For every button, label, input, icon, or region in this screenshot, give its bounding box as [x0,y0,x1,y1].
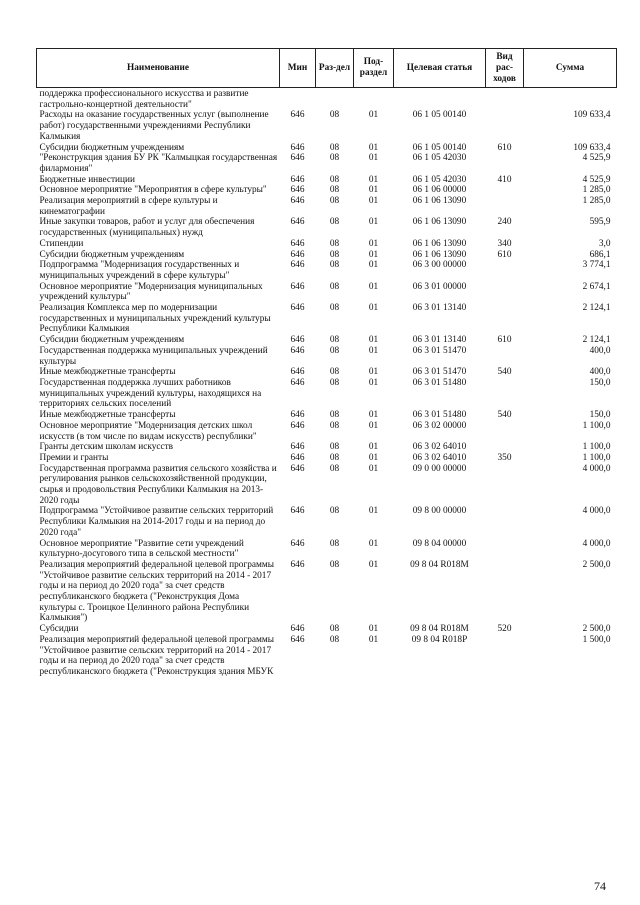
header-podrazdel: Под-раздел [354,49,394,88]
cell-razdel: 08 [329,377,340,388]
cell-summa: 2 124,1 [582,335,611,346]
cell-podrazdel: 01 [368,442,379,453]
cell-podrazdel: 01 [368,174,379,185]
cell-tselevaya-statya: 09 0 00 00000 [412,463,467,474]
cell-tselevaya-statya: 09 8 00 00000 [412,506,467,517]
cell-min [280,88,316,111]
cell-podrazdel: 01 [368,335,379,346]
cell-name: Иные межбюджетные трансферты [39,410,176,421]
header-min: Мин [280,49,316,88]
cell-razdel: 08 [329,559,340,570]
cell-vid-raskhodov: 610 [497,142,512,153]
cell-min: 646 [290,377,305,388]
cell-vid-raskhodov [486,421,524,442]
cell-vid-raskhodov [486,196,524,217]
cell-vid-raskhodov [486,282,524,303]
cell-name: Основное мероприятие "Модернизация муниципальных учреждений культуры" [39,281,263,303]
cell-razdel: 08 [329,260,340,271]
cell-tselevaya-statya: 06 3 01 00000 [412,281,467,292]
cell-name: Подпрограмма "Модернизация государственных и муниципальных учреждений в сфере культуры" [39,260,240,281]
cell-podrazdel: 01 [368,345,379,356]
cell-summa: 1 285,0 [582,185,611,196]
cell-razdel: 08 [329,506,340,517]
cell-summa: 686,1 [589,249,611,260]
cell-name: Реализация мероприятий в сфере культуры и кинематографии [39,196,218,217]
cell-summa: 3 774,1 [582,260,611,271]
cell-tselevaya-statya: 09 8 04 R018M [410,559,469,570]
header-razdel: Раз-дел [316,49,354,88]
cell-min: 646 [290,260,305,271]
cell-podrazdel: 01 [368,452,379,463]
table-row [37,153,617,174]
cell-vid-raskhodov: 410 [497,174,512,185]
cell-min: 646 [290,196,305,207]
cell-podrazdel: 01 [368,410,379,421]
cell-tselevaya-statya: 06 3 01 51480 [412,410,467,421]
cell-min: 646 [290,420,305,431]
cell-tselevaya-statya: 09 8 04 R018M [410,624,469,635]
cell-tselevaya-statya: 06 1 06 00000 [412,185,467,196]
table-body [37,88,617,678]
table-header [37,49,617,88]
cell-podrazdel: 01 [368,420,379,431]
cell-podrazdel: 01 [368,238,379,249]
table-row [37,378,617,410]
cell-name: Реализация мероприятий федеральной целевой программы "Устойчивое развитие сельских территорий на 2014 - 2017 годы и на период до 2020 года" за счет средств республиканского бюджета ("Реконструкция Дома культуры с. Троицкое Целинного района Республики Калмыкия") [39,559,275,624]
table-row [37,346,617,367]
cell-min: 646 [290,634,305,645]
cell-summa: 400,0 [589,367,611,378]
cell-vid-raskhodov: 540 [497,410,512,421]
cell-name: Государственная поддержка лучших работников муниципальных учреждений культуры, находящихся на территориях сельских поселений [39,377,262,410]
cell-vid-raskhodov [486,560,524,624]
table-row [37,464,617,507]
cell-razdel: 08 [329,185,340,196]
cell-min: 646 [290,110,305,121]
cell-vid-raskhodov: 350 [497,452,512,463]
table-row [37,560,617,624]
page-number: 74 [594,879,606,893]
cell-summa: 1 100,0 [582,452,611,463]
cell-summa: 3,0 [598,238,611,249]
cell-min: 646 [290,249,305,260]
cell-min: 646 [290,153,305,164]
cell-min: 646 [290,281,305,292]
header-summa: Сумма [524,49,617,88]
cell-vid-raskhodov [486,110,524,142]
cell-tselevaya-statya: 06 1 05 00140 [412,110,467,121]
cell-tselevaya-statya: 06 3 00 00000 [412,260,467,271]
table-row [37,282,617,303]
cell-summa: 150,0 [589,377,611,388]
cell-summa: 1 285,0 [582,196,611,207]
cell-min: 646 [290,506,305,517]
cell-summa: 109 633,4 [573,142,611,153]
cell-name: Государственная программа развития сельского хозяйства и регулирования рынков сельскохозяйственной продукции, сырья и продовольствия Республики Калмыкия на 2013-2020 годы [39,463,277,506]
cell-vid-raskhodov: 520 [497,624,512,635]
cell-min: 646 [290,174,305,185]
header-vid-raskhodov: Вид рас-ходов [486,49,524,88]
cell-razdel: 08 [329,217,340,228]
cell-tselevaya-statya: 06 3 01 13140 [412,303,467,314]
cell-vid-raskhodov [486,153,524,174]
cell-name: Основное мероприятие "Модернизация детских школ искусств (в том числе по видам искусств) республики" [39,420,257,442]
table-row [37,335,617,346]
cell-tselevaya-statya: 06 1 06 13090 [412,217,467,228]
header-tselevaya-statya: Целевая статья [394,49,486,88]
table-row [37,185,617,196]
cell-name: Субсидии бюджетным учреждениям [39,335,185,346]
cell-razdel: 08 [329,463,340,474]
cell-name: Основное мероприятие "Мероприятия в сфере культуры" [39,185,267,196]
cell-vid-raskhodov [486,464,524,507]
header-name: Наименование [37,49,280,88]
cell-name: Субсидии [39,624,79,635]
cell-podrazdel: 01 [368,281,379,292]
table-row [37,175,617,186]
cell-podrazdel: 01 [368,217,379,228]
cell-podrazdel: 01 [368,538,379,549]
cell-name: Премии и гранты [39,452,109,463]
cell-tselevaya-statya: 06 1 05 42030 [412,174,467,185]
cell-name: Гранты детским школам искусств [39,442,174,453]
table-row [37,442,617,453]
cell-tselevaya-statya: 06 3 02 00000 [412,420,467,431]
cell-vid-raskhodov: 540 [497,367,512,378]
cell-razdel: 08 [329,196,340,207]
cell-podrazdel: 01 [368,142,379,153]
cell-min: 646 [290,367,305,378]
table-row [37,453,617,464]
cell-min: 646 [290,463,305,474]
table-row [37,506,617,538]
cell-name: "Реконструкция здания БУ РК "Калмыцкая государственная филармония" [39,153,278,174]
cell-podrazdel [354,88,394,111]
cell-razdel: 08 [329,110,340,121]
cell-summa: 150,0 [589,410,611,421]
cell-summa: 2 674,1 [582,281,611,292]
cell-vid-raskhodov [486,88,524,111]
cell-min: 646 [290,142,305,153]
table-row [37,196,617,217]
table-row [37,250,617,261]
cell-summa: 4 525,9 [582,153,611,164]
cell-razdel: 08 [329,634,340,645]
cell-summa [524,88,617,111]
cell-vid-raskhodov [486,185,524,196]
cell-summa: 2 124,1 [582,303,611,314]
cell-podrazdel: 01 [368,260,379,271]
cell-name: Иные закупки товаров, работ и услуг для обеспечения государственных (муниципальных) нужд [39,217,255,239]
cell-vid-raskhodov: 240 [497,217,512,228]
cell-razdel: 08 [329,153,340,164]
cell-podrazdel: 01 [368,559,379,570]
cell-name: Стипендии [39,238,84,249]
cell-summa: 1 100,0 [582,420,611,431]
cell-vid-raskhodov [486,539,524,560]
table-row [37,217,617,238]
cell-podrazdel: 01 [368,367,379,378]
cell-name: Бюджетные инвестиции [39,174,135,185]
cell-summa: 2 500,0 [582,559,611,570]
cell-min: 646 [290,624,305,635]
cell-razdel: 08 [329,452,340,463]
cell-name: поддержка профессионального искусства и развитие гастрольно-концертной деятельности" [39,89,249,110]
cell-vid-raskhodov [486,635,524,678]
table-row [37,624,617,635]
cell-tselevaya-statya [394,88,486,111]
table-row [37,410,617,421]
cell-name: Иные межбюджетные трансферты [39,367,176,378]
cell-summa: 4 000,0 [582,506,611,517]
cell-name: Расходы на оказание государственных услуг (выполнение работ) государственными учреждениями Республики Калмыкия [39,110,269,142]
cell-podrazdel: 01 [368,377,379,388]
cell-tselevaya-statya: 06 3 01 13140 [412,335,467,346]
cell-summa: 2 500,0 [582,624,611,635]
cell-podrazdel: 01 [368,624,379,635]
table-row [37,635,617,678]
table-row [37,367,617,378]
table-row [37,421,617,442]
cell-summa: 400,0 [589,345,611,356]
cell-razdel [316,88,354,111]
cell-razdel: 08 [329,174,340,185]
cell-tselevaya-statya: 09 8 04 00000 [412,538,467,549]
table-row [37,260,617,281]
cell-razdel: 08 [329,335,340,346]
cell-razdel: 08 [329,442,340,453]
cell-min: 646 [290,345,305,356]
cell-summa: 595,9 [589,217,611,228]
cell-name: Подпрограмма "Устойчивое развитие сельских территорий Республики Калмыкия на 2014-2017 годы и на период до 2020 года" [39,506,274,538]
budget-table-page [36,48,616,678]
cell-razdel: 08 [329,281,340,292]
cell-summa: 109 633,4 [573,110,611,121]
cell-vid-raskhodov [486,378,524,410]
cell-razdel: 08 [329,142,340,153]
cell-podrazdel: 01 [368,303,379,314]
cell-summa: 1 500,0 [582,634,611,645]
cell-razdel: 08 [329,420,340,431]
table-row [37,88,617,111]
cell-podrazdel: 01 [368,110,379,121]
cell-razdel: 08 [329,538,340,549]
table-row [37,303,617,335]
cell-podrazdel: 01 [368,153,379,164]
cell-vid-raskhodov [486,346,524,367]
cell-summa: 4 525,9 [582,174,611,185]
budget-table [36,48,617,678]
cell-tselevaya-statya: 06 3 01 51470 [412,345,467,356]
cell-summa: 1 100,0 [582,442,611,453]
cell-tselevaya-statya: 06 1 05 00140 [412,142,467,153]
cell-name: Реализация Комплекса мер по модернизации государственных и муниципальных учреждений культуры Республики Калмыкия [39,303,271,335]
cell-summa: 4 000,0 [582,538,611,549]
cell-tselevaya-statya: 09 8 04 R018P [411,634,468,645]
cell-podrazdel: 01 [368,196,379,207]
cell-summa: 4 000,0 [582,463,611,474]
cell-razdel: 08 [329,345,340,356]
cell-min: 646 [290,538,305,549]
cell-name: Государственная поддержка муниципальных учреждений культуры [39,345,268,367]
cell-podrazdel: 01 [368,185,379,196]
cell-vid-raskhodov [486,260,524,281]
cell-razdel: 08 [329,367,340,378]
cell-podrazdel: 01 [368,506,379,517]
cell-razdel: 08 [329,624,340,635]
cell-podrazdel: 01 [368,634,379,645]
cell-min: 646 [290,442,305,453]
cell-podrazdel: 01 [368,463,379,474]
cell-tselevaya-statya: 06 3 01 51470 [412,367,467,378]
cell-vid-raskhodov [486,303,524,335]
cell-razdel: 08 [329,238,340,249]
cell-min: 646 [290,410,305,421]
cell-tselevaya-statya: 06 3 02 64010 [412,452,467,463]
table-row [37,110,617,142]
cell-tselevaya-statya: 06 1 06 13090 [412,196,467,207]
cell-min: 646 [290,238,305,249]
cell-podrazdel: 01 [368,249,379,260]
cell-name: Субсидии бюджетным учреждениям [39,249,185,260]
cell-min: 646 [290,185,305,196]
cell-name: Субсидии бюджетным учреждениям [39,142,185,153]
cell-tselevaya-statya: 06 3 01 51480 [412,377,467,388]
cell-vid-raskhodov: 610 [497,335,512,346]
cell-tselevaya-statya: 06 3 02 64010 [412,442,467,453]
cell-razdel: 08 [329,249,340,260]
cell-vid-raskhodov: 340 [497,238,512,249]
cell-min: 646 [290,335,305,346]
table-row [37,239,617,250]
cell-name: Реализация мероприятий федеральной целевой программы "Устойчивое развитие сельских территорий на 2014 - 2017 годы и на период до 2020 года" за счет средств республиканского бюджета ("Реконструкция здания МБУК [39,634,275,677]
cell-vid-raskhodov [486,442,524,453]
cell-razdel: 08 [329,410,340,421]
cell-name: Основное мероприятие "Развитие сети учреждений культурно-досугового типа в сельской местности" [39,538,244,560]
cell-razdel: 08 [329,303,340,314]
cell-tselevaya-statya: 06 1 06 13090 [412,249,467,260]
cell-tselevaya-statya: 06 1 05 42030 [412,153,467,164]
table-row [37,539,617,560]
cell-vid-raskhodov: 610 [497,249,512,260]
cell-vid-raskhodov [486,506,524,538]
cell-min: 646 [290,559,305,570]
cell-min: 646 [290,303,305,314]
cell-min: 646 [290,452,305,463]
table-row [37,143,617,154]
cell-min: 646 [290,217,305,228]
cell-tselevaya-statya: 06 1 06 13090 [412,238,467,249]
